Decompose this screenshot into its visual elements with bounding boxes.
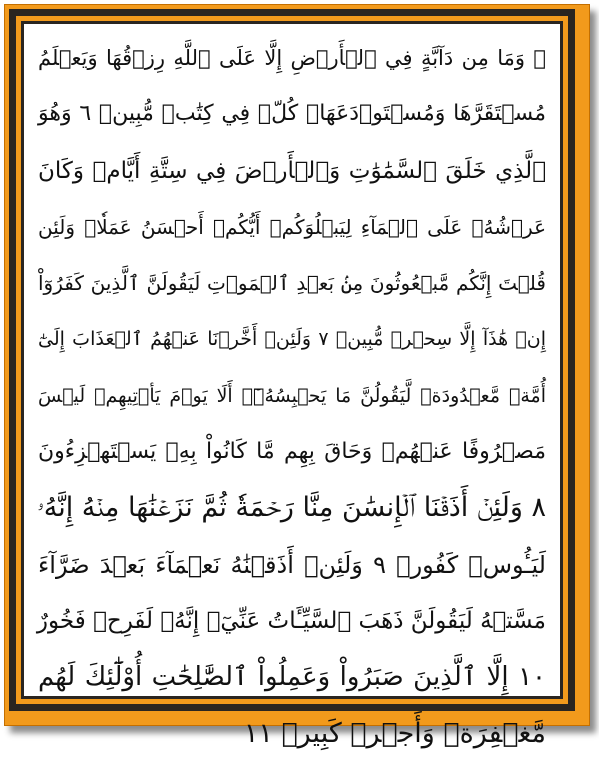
text-area	[24, 24, 560, 749]
verse-line-12: ١٠ إِلَّا ٱلَّذِينَ صَبَرُواْ وَعَمِلُواْ ٱلصَّٰلِحَٰتِ أُوْلَٰٓئِكَ لَهُم	[38, 662, 546, 693]
verse-line-11: مَسَّتۡهُ لَيَقُولَنَّ ذَهَبَ ٱلسَّيِّـَٔاتُ عَنِّيٓۚ إِنَّهُۥ لَفَرِحٞ فَخُورٌ	[36, 607, 546, 634]
verse-line-6: إِنۡ هَٰذَآ إِلَّا سِحۡرٞ مُّبِينٞ ٧ وَلَئِنۡ أَخَّرۡنَا عَنۡهُمُ ٱلۡعَذَابَ إِلَىٰٓ	[38, 328, 547, 351]
verse-line-13: مَّغۡفِرَةٞ وَأَجۡرٞ كَبِيرٞ ١١	[243, 717, 546, 749]
verse-line-5: قُلۡتَ إِنَّكُم مَّبۡعُوثُونَ مِنۢ بَعۡدِ ٱلۡمَوۡتِ لَيَقُولَنَّ ٱلَّذِينَ كَفَرُوٓاْ	[38, 271, 546, 296]
verse-line-1: ۞ وَمَا مِن دَآبَّةٍ فِي ٱلۡأَرۡضِ إِلَّا عَلَى ٱللَّهِ رِزۡقُهَا وَيَعۡلَمُ	[38, 46, 546, 70]
verse-lines	[38, 30, 546, 762]
verse-line-7: أُمَّةٖ مَّعۡدُودَةٖ لَّيَقُولُنَّ مَا يَحۡبِسُهُۥٓۗ أَلَا يَوۡمَ يَأۡتِيهِمۡ لَيۡسَ	[38, 384, 546, 407]
verse-line-9: ٨ وَلَئِنۡ أَذَقۡنَا ٱلۡإِنسَٰنَ مِنَّا رَحۡمَةٗ ثُمَّ نَزَعۡنَٰهَا مِنۡهُ إِنَّهُۥ	[36, 492, 546, 524]
verse-line-4: عَرۡشُهُۥ عَلَى ٱلۡمَآءِ لِيَبۡلُوَكُمۡ أَيُّكُمۡ أَحۡسَنُ عَمَلٗاۗ وَلَئِن	[38, 214, 546, 239]
verse-line-10: لَيَـُٔوسٞ كَفُورٞ ٩ وَلَئِنۡ أَذَقۡنَٰهُ نَعۡمَآءَ بَعۡدَ ضَرَّآءَ	[38, 550, 546, 579]
verse-line-3: ٱلَّذِي خَلَقَ ٱلسَّمَٰوَٰتِ وَٱلۡأَرۡضَ فِي سِتَّةِ أَيَّامٖ وَكَانَ	[38, 157, 546, 184]
verse-line-2: مُسۡتَقَرَّهَا وَمُسۡتَوۡدَعَهَاۚ كُلّٞ فِي كِتَٰبٖ مُّبِينٖ ٦ وَهُوَ	[38, 101, 546, 127]
verse-line-8: مَصۡرُوفًا عَنۡهُمۡ وَحَاقَ بِهِم مَّا كَانُواْ بِهِۦ يَسۡتَهۡزِءُونَ	[38, 439, 546, 465]
